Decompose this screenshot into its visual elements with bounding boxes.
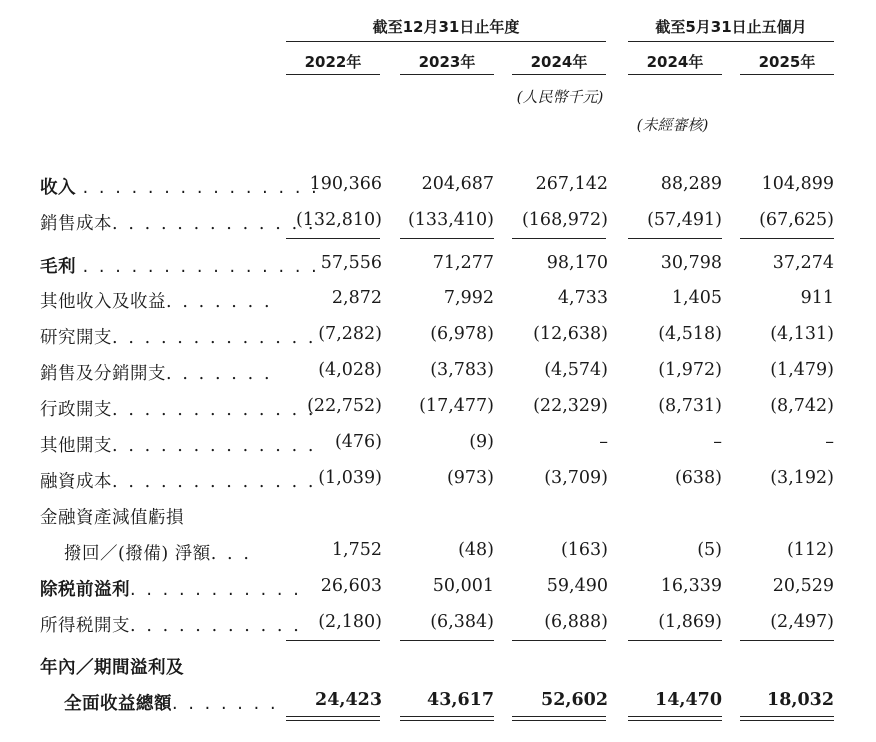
cell-value: (22,752) [307, 396, 382, 416]
subtotal-rule [512, 238, 606, 239]
cell-value: (8,742) [770, 396, 834, 416]
row-label-impairment-line2: 撥回／(撥備) 淨額. . . [64, 544, 252, 564]
header-year-2022: 2022年 [304, 53, 362, 71]
header-year-rule-2 [400, 74, 494, 75]
row-label-revenue: 收入 . . . . . . . . . . . . . . . [40, 178, 320, 198]
cell-value: (133,410) [407, 210, 494, 230]
cell-value: (973) [446, 468, 494, 488]
total-double-rule [286, 716, 380, 721]
row-label-finance-costs: 融資成本. . . . . . . . . . . . . [40, 472, 317, 492]
cell-value: (4,518) [658, 324, 722, 344]
subtotal-rule [286, 640, 380, 641]
cell-value: (4,574) [544, 360, 608, 380]
row-label-gross-profit: 毛利 . . . . . . . . . . . . . . . [40, 257, 320, 277]
cell-value: (2,497) [770, 612, 834, 632]
header-year-2024: 2024年 [530, 53, 588, 71]
cell-value-total: 52,602 [541, 690, 608, 710]
total-double-rule [628, 716, 722, 721]
cell-value: (1,039) [318, 468, 382, 488]
row-label-research-expenses: 研究開支. . . . . . . . . . . . . [40, 328, 317, 348]
cell-value: (12,638) [533, 324, 608, 344]
cell-value: 7,992 [443, 288, 494, 308]
row-label-profit-before-tax: 除税前溢利. . . . . . . . . . . [40, 580, 302, 600]
row-label-total-comprehensive-income: 全面收益總額. . . . . . . [64, 694, 279, 714]
subtotal-rule [740, 640, 834, 641]
header-year-rule-1 [286, 74, 380, 75]
cell-value: (4,131) [770, 324, 834, 344]
cell-value: 911 [800, 288, 834, 308]
total-double-rule [740, 716, 834, 721]
cell-value: (112) [786, 540, 834, 560]
cell-value: (17,477) [419, 396, 494, 416]
cell-value: (1,869) [658, 612, 722, 632]
subtotal-rule [628, 640, 722, 641]
cell-value: 2,872 [331, 288, 382, 308]
cell-value: 57,556 [320, 253, 382, 273]
cell-value: (168,972) [521, 210, 608, 230]
row-label-impairment-line1: 金融資產減值虧損 [40, 508, 184, 528]
cell-value: (1,972) [658, 360, 722, 380]
cell-value: (22,329) [533, 396, 608, 416]
cell-value: – [825, 432, 834, 452]
cell-value: (5) [697, 540, 722, 560]
cell-value: 16,339 [660, 576, 722, 596]
cell-value: 37,274 [772, 253, 834, 273]
row-label-selling-expenses: 銷售及分銷開支. . . . . . . [40, 364, 273, 384]
cell-value-total: 24,423 [315, 690, 382, 710]
cell-value: – [713, 432, 722, 452]
cell-value: 4,733 [557, 288, 608, 308]
cell-value: 1,405 [671, 288, 722, 308]
cell-value: (132,810) [295, 210, 382, 230]
header-group-rule-1 [286, 41, 606, 42]
cell-value: (6,384) [430, 612, 494, 632]
cell-value: (48) [458, 540, 494, 560]
header-year-2023: 2023年 [418, 53, 476, 71]
cell-value: (163) [560, 540, 608, 560]
header-year-rule-3 [512, 74, 606, 75]
cell-value: (8,731) [658, 396, 722, 416]
total-double-rule [512, 716, 606, 721]
cell-value: 71,277 [432, 253, 494, 273]
header-group-year-ended: 截至12月31日止年度 [372, 18, 520, 36]
total-double-rule [400, 716, 494, 721]
unit-note: (人民幣千元) [516, 88, 604, 106]
unaudited-note: (未經審核) [636, 116, 709, 134]
cell-value: (476) [334, 432, 382, 452]
cell-value: 190,366 [309, 174, 382, 194]
header-group-five-months: 截至5月31日止五個月 [655, 18, 807, 36]
cell-value: (3,783) [430, 360, 494, 380]
row-label-cost-of-sales: 銷售成本. . . . . . . . . . . . . [40, 214, 317, 234]
cell-value: 20,529 [772, 576, 834, 596]
subtotal-rule [628, 238, 722, 239]
cell-value: – [599, 432, 608, 452]
cell-value: (638) [674, 468, 722, 488]
subtotal-rule [512, 640, 606, 641]
cell-value: 50,001 [432, 576, 494, 596]
row-label-total-line1: 年內／期間溢利及 [40, 658, 184, 678]
cell-value: 26,603 [320, 576, 382, 596]
cell-value: 98,170 [546, 253, 608, 273]
header-year-2024-5m: 2024年 [646, 53, 704, 71]
row-label-other-expenses: 其他開支. . . . . . . . . . . . . [40, 436, 317, 456]
cell-value: (9) [469, 432, 494, 452]
cell-value: (57,491) [647, 210, 722, 230]
cell-value: (3,709) [544, 468, 608, 488]
subtotal-rule [286, 238, 380, 239]
subtotal-rule [400, 238, 494, 239]
cell-value: 204,687 [421, 174, 494, 194]
row-label-income-tax: 所得税開支. . . . . . . . . . . [40, 616, 302, 636]
row-label-admin-expenses: 行政開支. . . . . . . . . . . . . [40, 400, 317, 420]
header-group-rule-2 [628, 41, 834, 42]
header-year-2025-5m: 2025年 [758, 53, 816, 71]
cell-value: 59,490 [546, 576, 608, 596]
subtotal-rule [740, 238, 834, 239]
subtotal-rule [400, 640, 494, 641]
cell-value-total: 14,470 [655, 690, 722, 710]
row-label-other-income: 其他收入及收益. . . . . . . [40, 292, 273, 312]
cell-value: 88,289 [660, 174, 722, 194]
cell-value: (1,479) [770, 360, 834, 380]
cell-value: (6,888) [544, 612, 608, 632]
cell-value-total: 43,617 [427, 690, 494, 710]
cell-value: (2,180) [318, 612, 382, 632]
cell-value: (4,028) [318, 360, 382, 380]
cell-value: (7,282) [318, 324, 382, 344]
cell-value: (3,192) [770, 468, 834, 488]
cell-value: 104,899 [761, 174, 834, 194]
cell-value: (6,978) [430, 324, 494, 344]
cell-value: (67,625) [759, 210, 834, 230]
cell-value-total: 18,032 [767, 690, 834, 710]
cell-value: 267,142 [535, 174, 608, 194]
header-year-rule-5 [740, 74, 834, 75]
cell-value: 30,798 [660, 253, 722, 273]
cell-value: 1,752 [331, 540, 382, 560]
header-year-rule-4 [628, 74, 722, 75]
